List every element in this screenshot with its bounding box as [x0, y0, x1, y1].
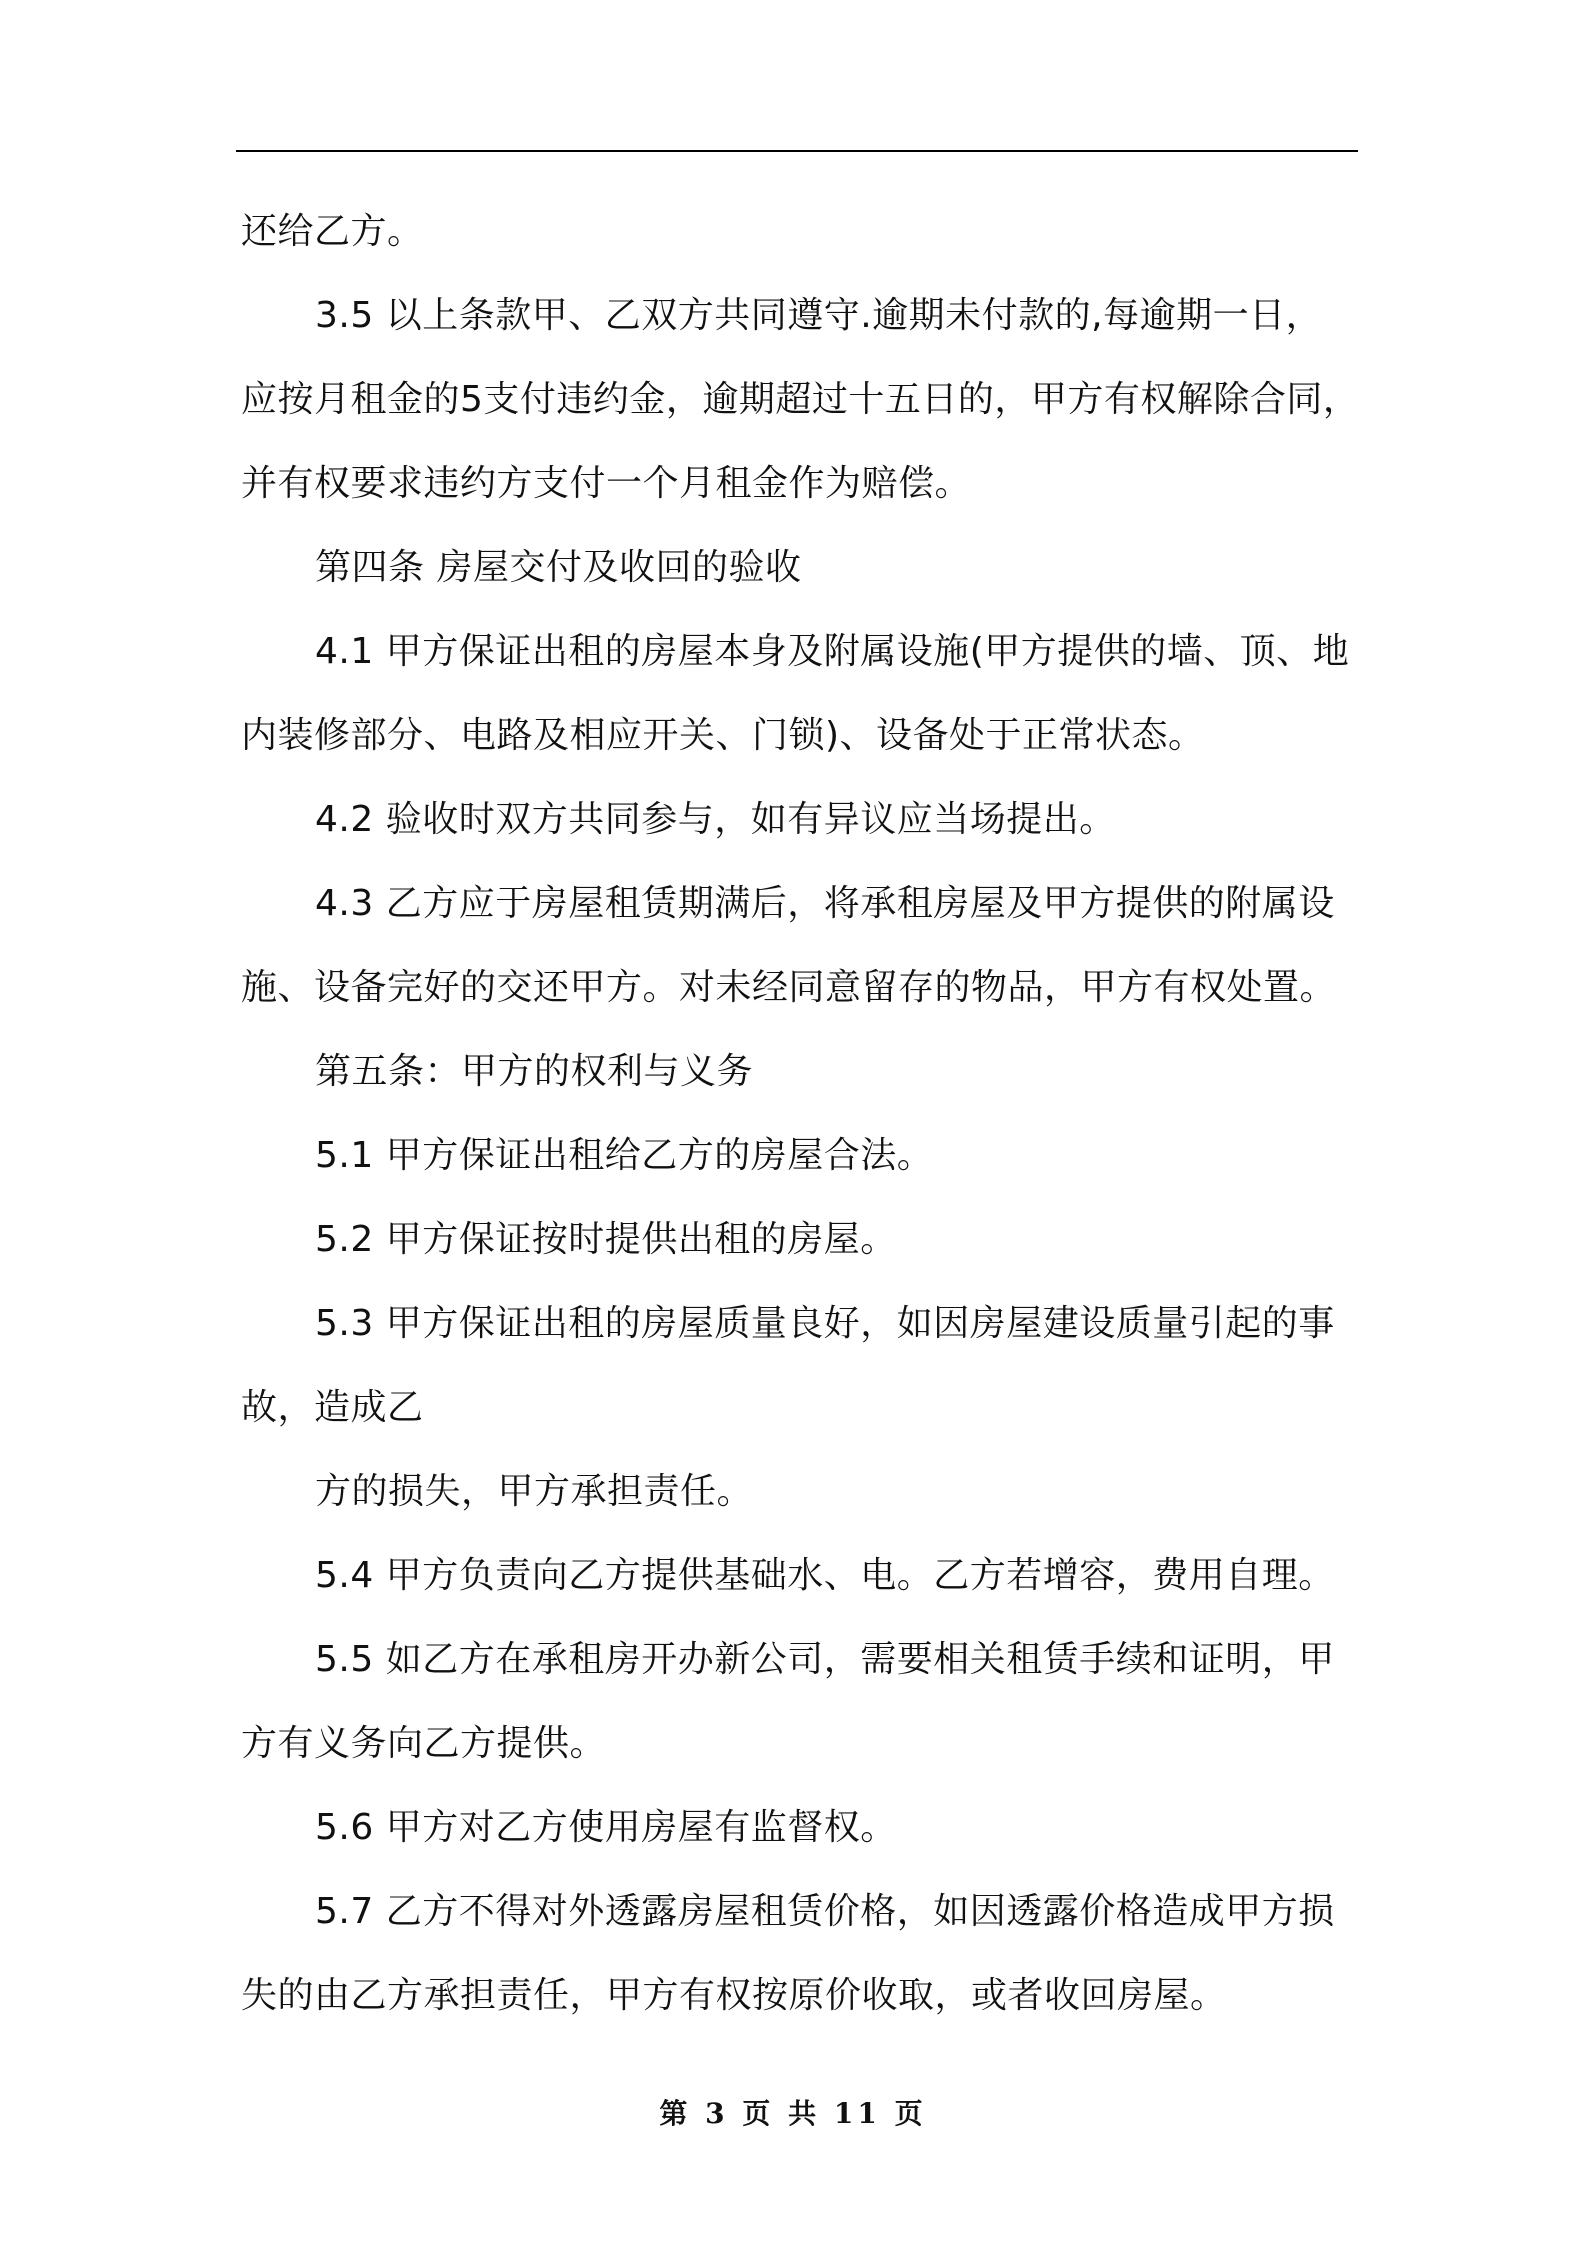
text-line: 5.1 甲方保证出租给乙方的房屋合法。: [315, 1135, 934, 1176]
page-number: 第 3 页 共 11 页: [659, 2097, 927, 2130]
text-line: 施、设备完好的交还甲方。对未经同意留存的物品，甲方有权处置。: [241, 967, 1337, 1008]
header-divider: [236, 150, 1358, 152]
section-heading: 第四条 房屋交付及收回的验收: [315, 547, 802, 588]
text-line: 5.4 甲方负责向乙方提供基础水、电。乙方若增容，费用自理。: [315, 1555, 1335, 1596]
text-line: 4.1 甲方保证出租的房屋本身及附属设施(甲方提供的墙、顶、地: [315, 631, 1350, 672]
text-line: 内装修部分、电路及相应开关、门锁)、设备处于正常状态。: [241, 715, 1205, 756]
text-line: 方有义务向乙方提供。: [241, 1723, 607, 1764]
text-line: 方的损失，甲方承担责任。: [315, 1471, 754, 1512]
text-line: 5.2 甲方保证按时提供出租的房屋。: [315, 1219, 897, 1260]
text-line: 应按月租金的5支付违约金，逾期超过十五日的，甲方有权解除合同，: [241, 379, 1360, 420]
text-line: 5.5 如乙方在承租房开办新公司，需要相关租赁手续和证明，甲: [315, 1639, 1335, 1680]
text-line: 并有权要求违约方支付一个月租金作为赔偿。: [241, 463, 972, 504]
text-line: 4.2 验收时双方共同参与，如有异议应当场提出。: [315, 799, 1116, 840]
text-line: 故，造成乙: [241, 1387, 424, 1428]
text-line: 5.6 甲方对乙方使用房屋有监督权。: [315, 1807, 897, 1848]
section-heading: 第五条：甲方的权利与义务: [315, 1051, 754, 1092]
text-line: 5.7 乙方不得对外透露房屋租赁价格，如因透露价格造成甲方损: [315, 1891, 1335, 1932]
document-body: [241, 190, 1360, 2038]
text-line: 5.3 甲方保证出租的房屋质量良好，如因房屋建设质量引起的事: [315, 1303, 1335, 1344]
text-line: 4.3 乙方应于房屋租赁期满后，将承租房屋及甲方提供的附属设: [315, 883, 1335, 924]
text-line: 失的由乙方承担责任，甲方有权按原价收取，或者收回房屋。: [241, 1975, 1227, 2016]
text-line: 还给乙方。: [241, 211, 424, 252]
text-line: 3.5 以上条款甲、乙双方共同遵守.逾期未付款的,每逾期一日，: [315, 295, 1323, 336]
